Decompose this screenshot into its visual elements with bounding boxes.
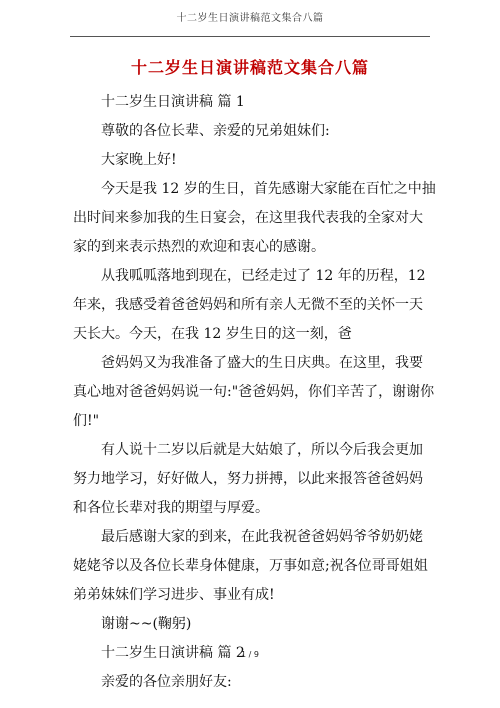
paragraph-line: 们!" [73, 413, 100, 429]
paragraph-line: 家的到来表示热烈的欢迎和衷心的感谢。 [73, 239, 325, 255]
paragraph-line: 年来，我感受着爸爸妈妈和所有亲人无微不至的关怀一天 [73, 297, 423, 313]
paragraph-line: 今天是我 12 岁的生日，首先感谢大家能在百忙之中抽 [101, 181, 436, 197]
paragraph-line: 爸妈妈又为我准备了盛大的生日庆典。在这里，我要 [101, 355, 423, 371]
paragraph-line: 天长大。今天，在我 12 岁生日的这一刻，爸 [73, 326, 352, 342]
section-heading-1: 十二岁生日演讲稿 篇 1 [101, 94, 245, 110]
document-body [73, 88, 436, 697]
paragraph-line: 最后感谢大家的到来，在此我祝爸爸妈妈爷爷奶奶姥 [101, 529, 423, 545]
paragraph-line: 和各位长辈对我的期望与厚爱。 [73, 500, 269, 516]
salutation: 尊敬的各位长辈、亲爱的兄弟姐妹们: [101, 123, 330, 139]
running-header: 十二岁生日演讲稿范文集合八篇 [176, 13, 324, 24]
section-heading-2: 十二岁生日演讲稿 篇 2 [101, 645, 245, 661]
greeting: 大家晚上好! [101, 152, 177, 168]
header-rule [70, 36, 430, 37]
salutation: 亲爱的各位亲朋好友: [101, 674, 232, 690]
paragraph-line: 从我呱呱落地到现在，已经走过了 12 年的历程，12 [101, 268, 426, 284]
paragraph-line: 有人说十二岁以后就是大姑娘了，所以今后我会更加 [101, 442, 423, 458]
paragraph-line: 出时间来参加我的生日宴会，在这里我代表我的全家对大 [73, 210, 423, 226]
page-indicator: 1 / 9 [241, 650, 259, 659]
document-title: 十二岁生日演讲稿范文集合八篇 [130, 58, 369, 77]
closing-line: 谢谢~~(鞠躬) [101, 616, 192, 632]
paragraph-line: 真心地对爸爸妈妈说一句:"爸爸妈妈，你们辛苦了，谢谢你 [73, 384, 435, 400]
paragraph-line: 姥姥爷以及各位长辈身体健康，万事如意;祝各位哥哥姐姐 [73, 558, 428, 574]
paragraph-line: 努力地学习，好好做人，努力拼搏，以此来报答爸爸妈妈 [73, 471, 423, 487]
paragraph-line: 弟弟妹妹们学习进步、事业有成! [73, 587, 275, 603]
